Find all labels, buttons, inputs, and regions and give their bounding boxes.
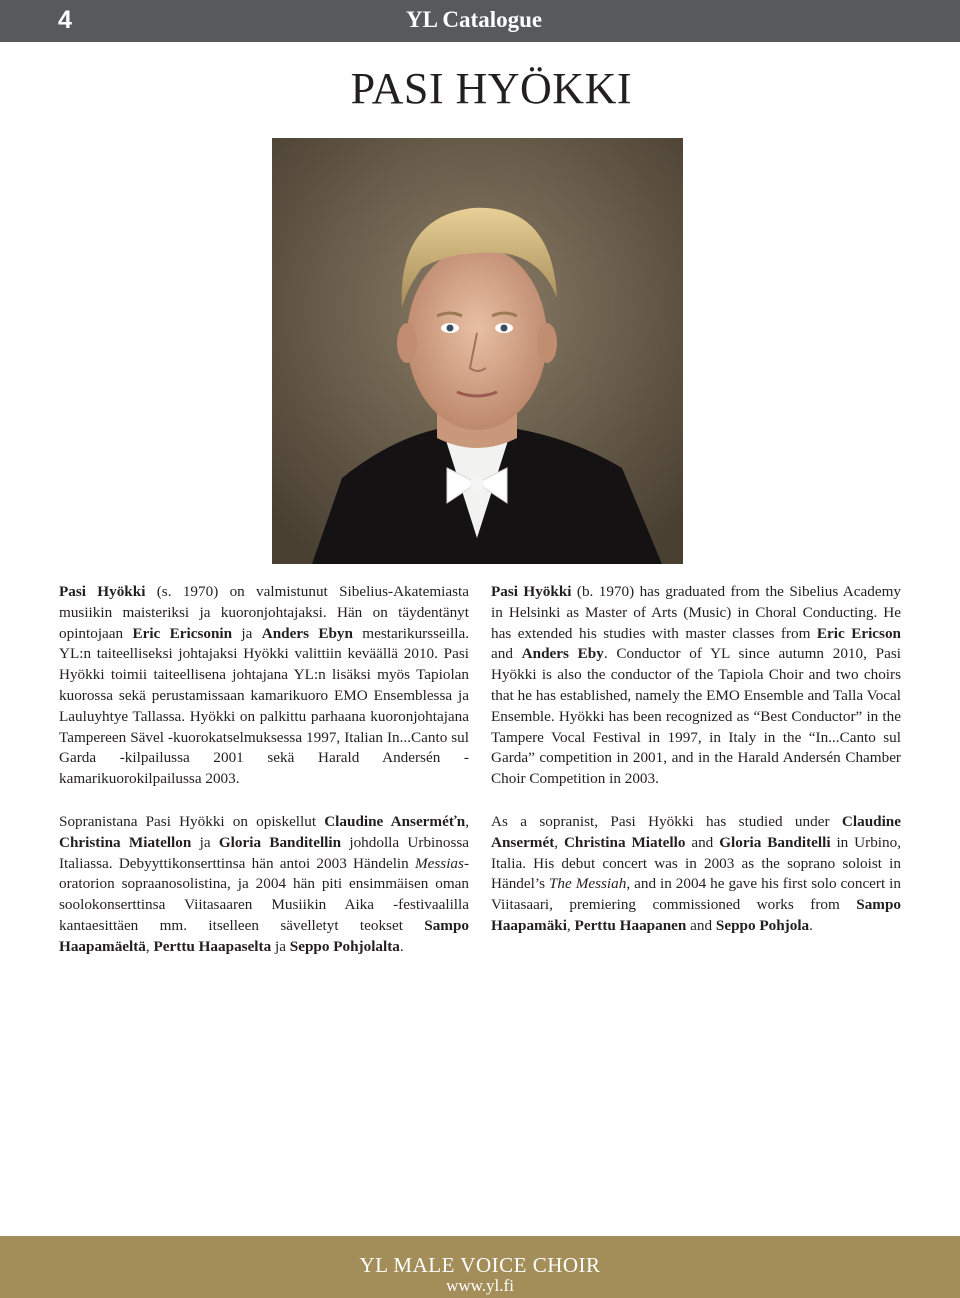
text-run: (s. 1970) on valmistunut Sibelius-Akatemiasta musiikin maisteriksi ja kuoronjohtajaksi. Hän on täydentänyt opintojaan <box>59 583 469 642</box>
italic-title: The Messiah <box>548 875 627 893</box>
bold-name: Sampo Haapamäki <box>491 896 901 934</box>
bold-name: Perttu Haapaselta <box>153 937 272 955</box>
text-run: , <box>465 812 469 830</box>
bold-name: Gloria Banditelli <box>719 833 831 851</box>
finnish-column <box>59 582 469 980</box>
text-run: johdolla Urbinossa Italiassa. Debyyttikonserttinsa hän antoi 2003 Händelin <box>59 833 470 872</box>
page-header <box>0 0 960 42</box>
bold-name: Anders Ebyn <box>261 624 353 642</box>
text-run: and <box>491 645 522 663</box>
catalogue-title: YL Catalogue <box>406 7 543 32</box>
italic-title: Messias <box>415 854 464 872</box>
finnish-paragraph-2 <box>59 812 469 958</box>
text-run: , <box>566 916 575 934</box>
text-run: -oratorion sopraanosolistina, ja 2004 hän piti ensimmäisen oman soolokonserttinsa Viitasaaren Musiikin Aika -festivaalilla kantaesittäen mm. itselleen sävelletyt teokset <box>59 854 469 934</box>
bold-name: Christina Miatello <box>563 833 686 851</box>
bold-name: Christina Miatellon <box>59 833 192 851</box>
english-paragraph-1 <box>491 582 901 790</box>
bold-name: Seppo Pohjola <box>715 916 810 934</box>
text-run: , and in 2004 he gave his first solo concert in Viitasaari, premiering commissioned works from <box>491 875 901 914</box>
bold-name: Pasi Hyökki <box>59 583 146 600</box>
text-run: , <box>145 937 154 955</box>
text-run: ja <box>271 937 290 955</box>
choir-name: YL MALE VOICE CHOIR <box>359 1253 601 1277</box>
bold-name: Anders Eby <box>521 645 604 663</box>
page-number: 4 <box>58 6 72 34</box>
portrait-photo <box>272 138 683 564</box>
bold-name: Eric Ericsonin <box>132 624 233 642</box>
text-run: ja <box>232 624 262 642</box>
text-run: . <box>809 916 813 934</box>
text-run: . Conductor of YL since autumn 2010, Pasi Hyökki is also the conductor of the Tapiola Choir and two choirs that he has established, namely the EMO Ensemble and Talla Vocal Ensemble. Hyökki has been recognized as “Best Conductor” in the Tampere Vocal Festival in 1997, in Italy in the “In...Canto sul Garda” competition in 2001, and in the Harald Andersén Chamber Choir Competition in 2003. <box>491 645 901 788</box>
finnish-paragraph-1 <box>59 582 469 790</box>
portrait-illustration <box>272 138 683 564</box>
text-run: . <box>399 937 404 955</box>
bold-name: Gloria Banditellin <box>218 833 342 851</box>
page-title: PASI HYÖKKI <box>350 64 632 113</box>
bold-name: Pasi Hyökki <box>491 583 572 600</box>
text-run: mestarikursseilla. YL:n taiteelliseksi johtajaksi Hyökki valittiin keväällä 2010. Pasi Hyökki toimii taiteellisena johtajana YL:n lisäksi myös Tapiolan kuorossa sekä perustamissaan kamarikuoro EMO Ensemblessa ja Lauluyhtye Tallassa. Hyökki on palkittu parhaana kuoronjohtajana Tampereen Sävel -kuorokatselmuksessa 1997, Italian In...Canto sul Garda -kilpailussa 2001 sekä Harald Andersén -kamarikuorokilpailussa 2003. <box>59 624 469 788</box>
bold-name: Sampo Haapamäeltä <box>59 916 469 955</box>
website-link[interactable]: www.yl.fi <box>446 1276 514 1295</box>
text-run: , <box>554 833 564 851</box>
text-run: As a sopranist, Pasi Hyökki has studied under <box>491 812 842 830</box>
text-run: (b. 1970) has graduated from the Sibelius Academy in Helsinki as Master of Arts (Music) in Choral Conducting. He has extended his studies with master classes from <box>491 583 902 642</box>
text-run: ja <box>191 833 219 851</box>
bold-name: Seppo Pohjolalta <box>289 937 400 955</box>
english-column <box>491 582 901 959</box>
bold-name: Perttu Haapanen <box>574 916 687 934</box>
text-run: Sopranistana Pasi Hyökki on opiskellut <box>59 812 325 830</box>
bold-name: Eric Ericson <box>816 624 901 642</box>
bold-name: Claudine Anserméťn <box>324 812 466 830</box>
page-footer <box>0 1236 960 1298</box>
text-run: in Urbino, Italia. His debut concert was in 2003 as the soprano soloist in Händel’s <box>491 833 901 893</box>
english-paragraph-2 <box>491 812 901 937</box>
bold-name: Claudine Ansermét <box>491 812 901 851</box>
text-run: and <box>686 916 716 934</box>
text-run: and <box>685 833 720 851</box>
